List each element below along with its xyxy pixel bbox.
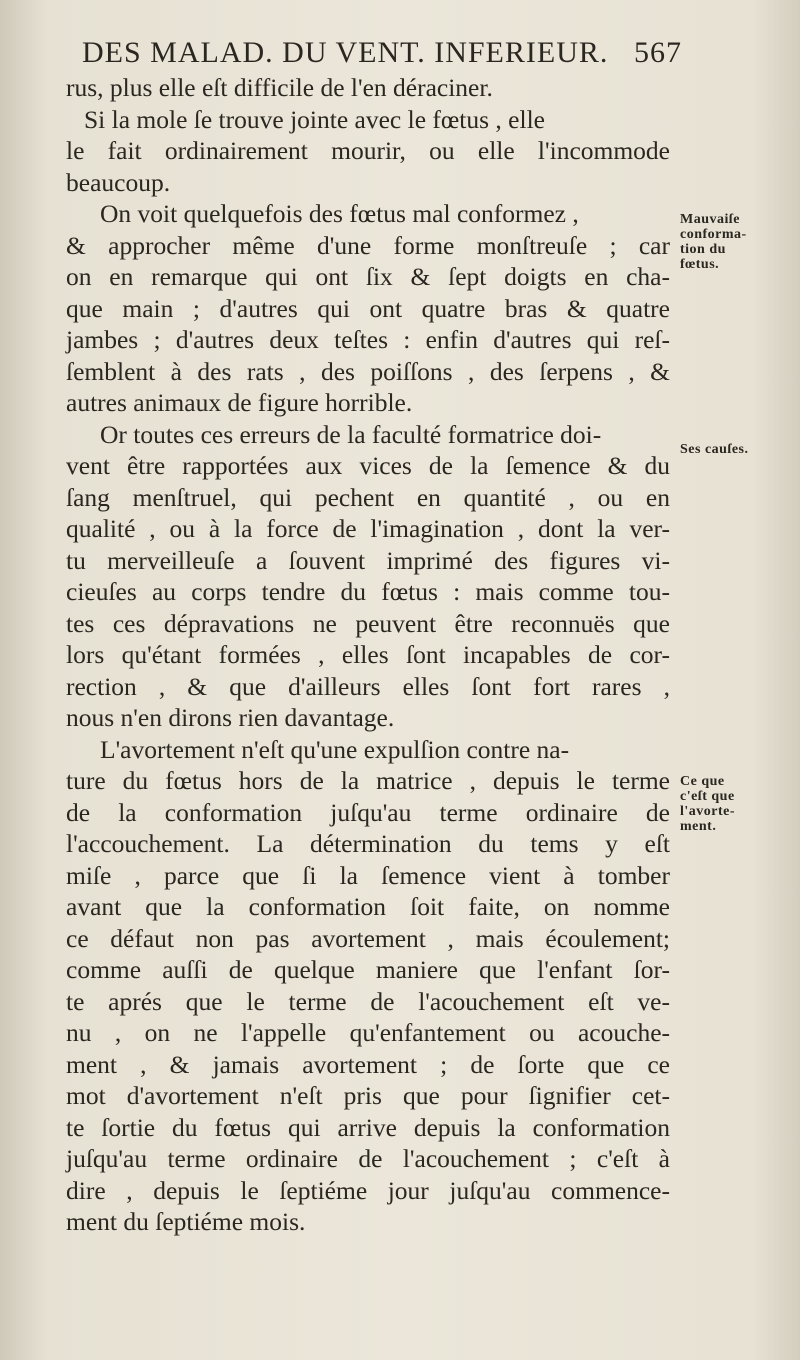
main-text-block bbox=[66, 72, 670, 1238]
text-line: mot d'avortement n'eſt pris que pour ſignifier cet- bbox=[66, 1081, 670, 1110]
margin-note-line: Ce que bbox=[680, 774, 725, 789]
text-line: Si la mole ſe trouve jointe avec le fœtus , elle bbox=[84, 104, 545, 134]
text-line: te ſortie du fœtus qui arrive depuis la conformation bbox=[66, 1112, 670, 1142]
text-line: miſe , parce que ſi la ſemence vient à tomber bbox=[66, 860, 670, 890]
text-line: comme auſſi de quelque maniere que l'enfant ſor- bbox=[66, 955, 670, 984]
margin-note-ses-causes bbox=[680, 442, 798, 457]
margin-note-line: c'eſt que bbox=[680, 789, 735, 804]
text-line: nu , on ne l'appelle qu'enfantement ou acouche- bbox=[66, 1018, 670, 1047]
margin-note-line: conforma- bbox=[680, 227, 747, 242]
text-line: On voit quelquefois des fœtus mal conformez , bbox=[100, 199, 579, 228]
text-line: nous n'en dirons rien davantage. bbox=[66, 703, 395, 732]
page-number: 567 bbox=[634, 36, 682, 69]
margin-note-line: tion du bbox=[680, 242, 726, 257]
text-line: ment du ſeptiéme mois. bbox=[66, 1207, 306, 1236]
text-line: ture du fœtus hors de la matrice , depuis le terme bbox=[66, 766, 670, 795]
margin-note-line: l'avorte- bbox=[680, 804, 736, 819]
margin-note-mauvaise-conformation bbox=[680, 212, 798, 272]
text-line: beaucoup. bbox=[66, 167, 171, 197]
text-line: que main ; d'autres qui ont quatre bras & quatre bbox=[66, 293, 670, 323]
text-line: rus, plus elle eſt difficile de l'en déraciner. bbox=[66, 73, 493, 102]
text-line: l'accouchement. La détermination du tems y eſt bbox=[66, 829, 670, 858]
text-line: ſemblent à des rats , des poiſſons , des ſerpens , & bbox=[66, 356, 670, 386]
running-title: DES MALAD. DU VENT. INFERIEUR. bbox=[82, 36, 609, 69]
margin-note-line: ment. bbox=[680, 819, 717, 834]
margin-note-ce-que-cest bbox=[680, 774, 798, 834]
text-line: & approcher même d'une forme monſtreuſe ; car bbox=[66, 230, 670, 260]
text-line: le fait ordinairement mourir, ou elle l'incommode bbox=[66, 136, 670, 165]
text-line: te aprés que le terme de l'acouchement eſt ve- bbox=[66, 986, 670, 1016]
text-line: on en remarque qui ont ſix & ſept doigts en cha- bbox=[66, 262, 670, 291]
text-line: autres animaux de figure horrible. bbox=[66, 388, 413, 417]
page-header bbox=[82, 34, 682, 74]
text-line: tu merveilleuſe a ſouvent imprimé des figures vi- bbox=[66, 545, 670, 575]
text-line: avant que la conformation ſoit faite, on nomme bbox=[66, 892, 670, 921]
margin-note-line: Ses cauſes. bbox=[680, 442, 749, 457]
text-line: rection , & que d'ailleurs elles ſont fort rares , bbox=[66, 671, 670, 701]
text-line: de la conformation juſqu'au terme ordinaire de bbox=[66, 797, 670, 827]
margin-note-line: Mauvaiſe bbox=[680, 212, 740, 227]
text-line: tes ces dépravations ne peuvent être reconnuës que bbox=[66, 608, 670, 638]
text-line: Or toutes ces erreurs de la faculté formatrice doi- bbox=[100, 419, 602, 449]
text-line: cieuſes au corps tendre du fœtus : mais comme tou- bbox=[66, 577, 670, 606]
text-line: qualité , ou à la force de l'imagination , dont la ver- bbox=[66, 514, 670, 543]
text-line: vent être rapportées aux vices de la ſemence & du bbox=[66, 451, 670, 480]
text-line: ſang menſtruel, qui pechent en quantité , ou en bbox=[66, 482, 670, 512]
text-line: juſqu'au terme ordinaire de l'acouchement ; c'eſt à bbox=[66, 1144, 670, 1173]
text-line: lors qu'étant formées , elles ſont incapables de cor- bbox=[66, 640, 670, 669]
text-line: jambes ; d'autres deux teſtes : enfin d'autres qui reſ- bbox=[66, 325, 670, 354]
text-line: L'avortement n'eſt qu'une expulſion contre na- bbox=[100, 734, 570, 764]
text-line: dire , depuis le ſeptiéme jour juſqu'au commence- bbox=[66, 1175, 670, 1205]
margin-note-line: fœtus. bbox=[680, 257, 720, 272]
text-line: ce défaut non pas avortement , mais écoulement; bbox=[66, 923, 670, 953]
text-line: ment , & jamais avortement ; de ſorte que ce bbox=[66, 1049, 670, 1079]
